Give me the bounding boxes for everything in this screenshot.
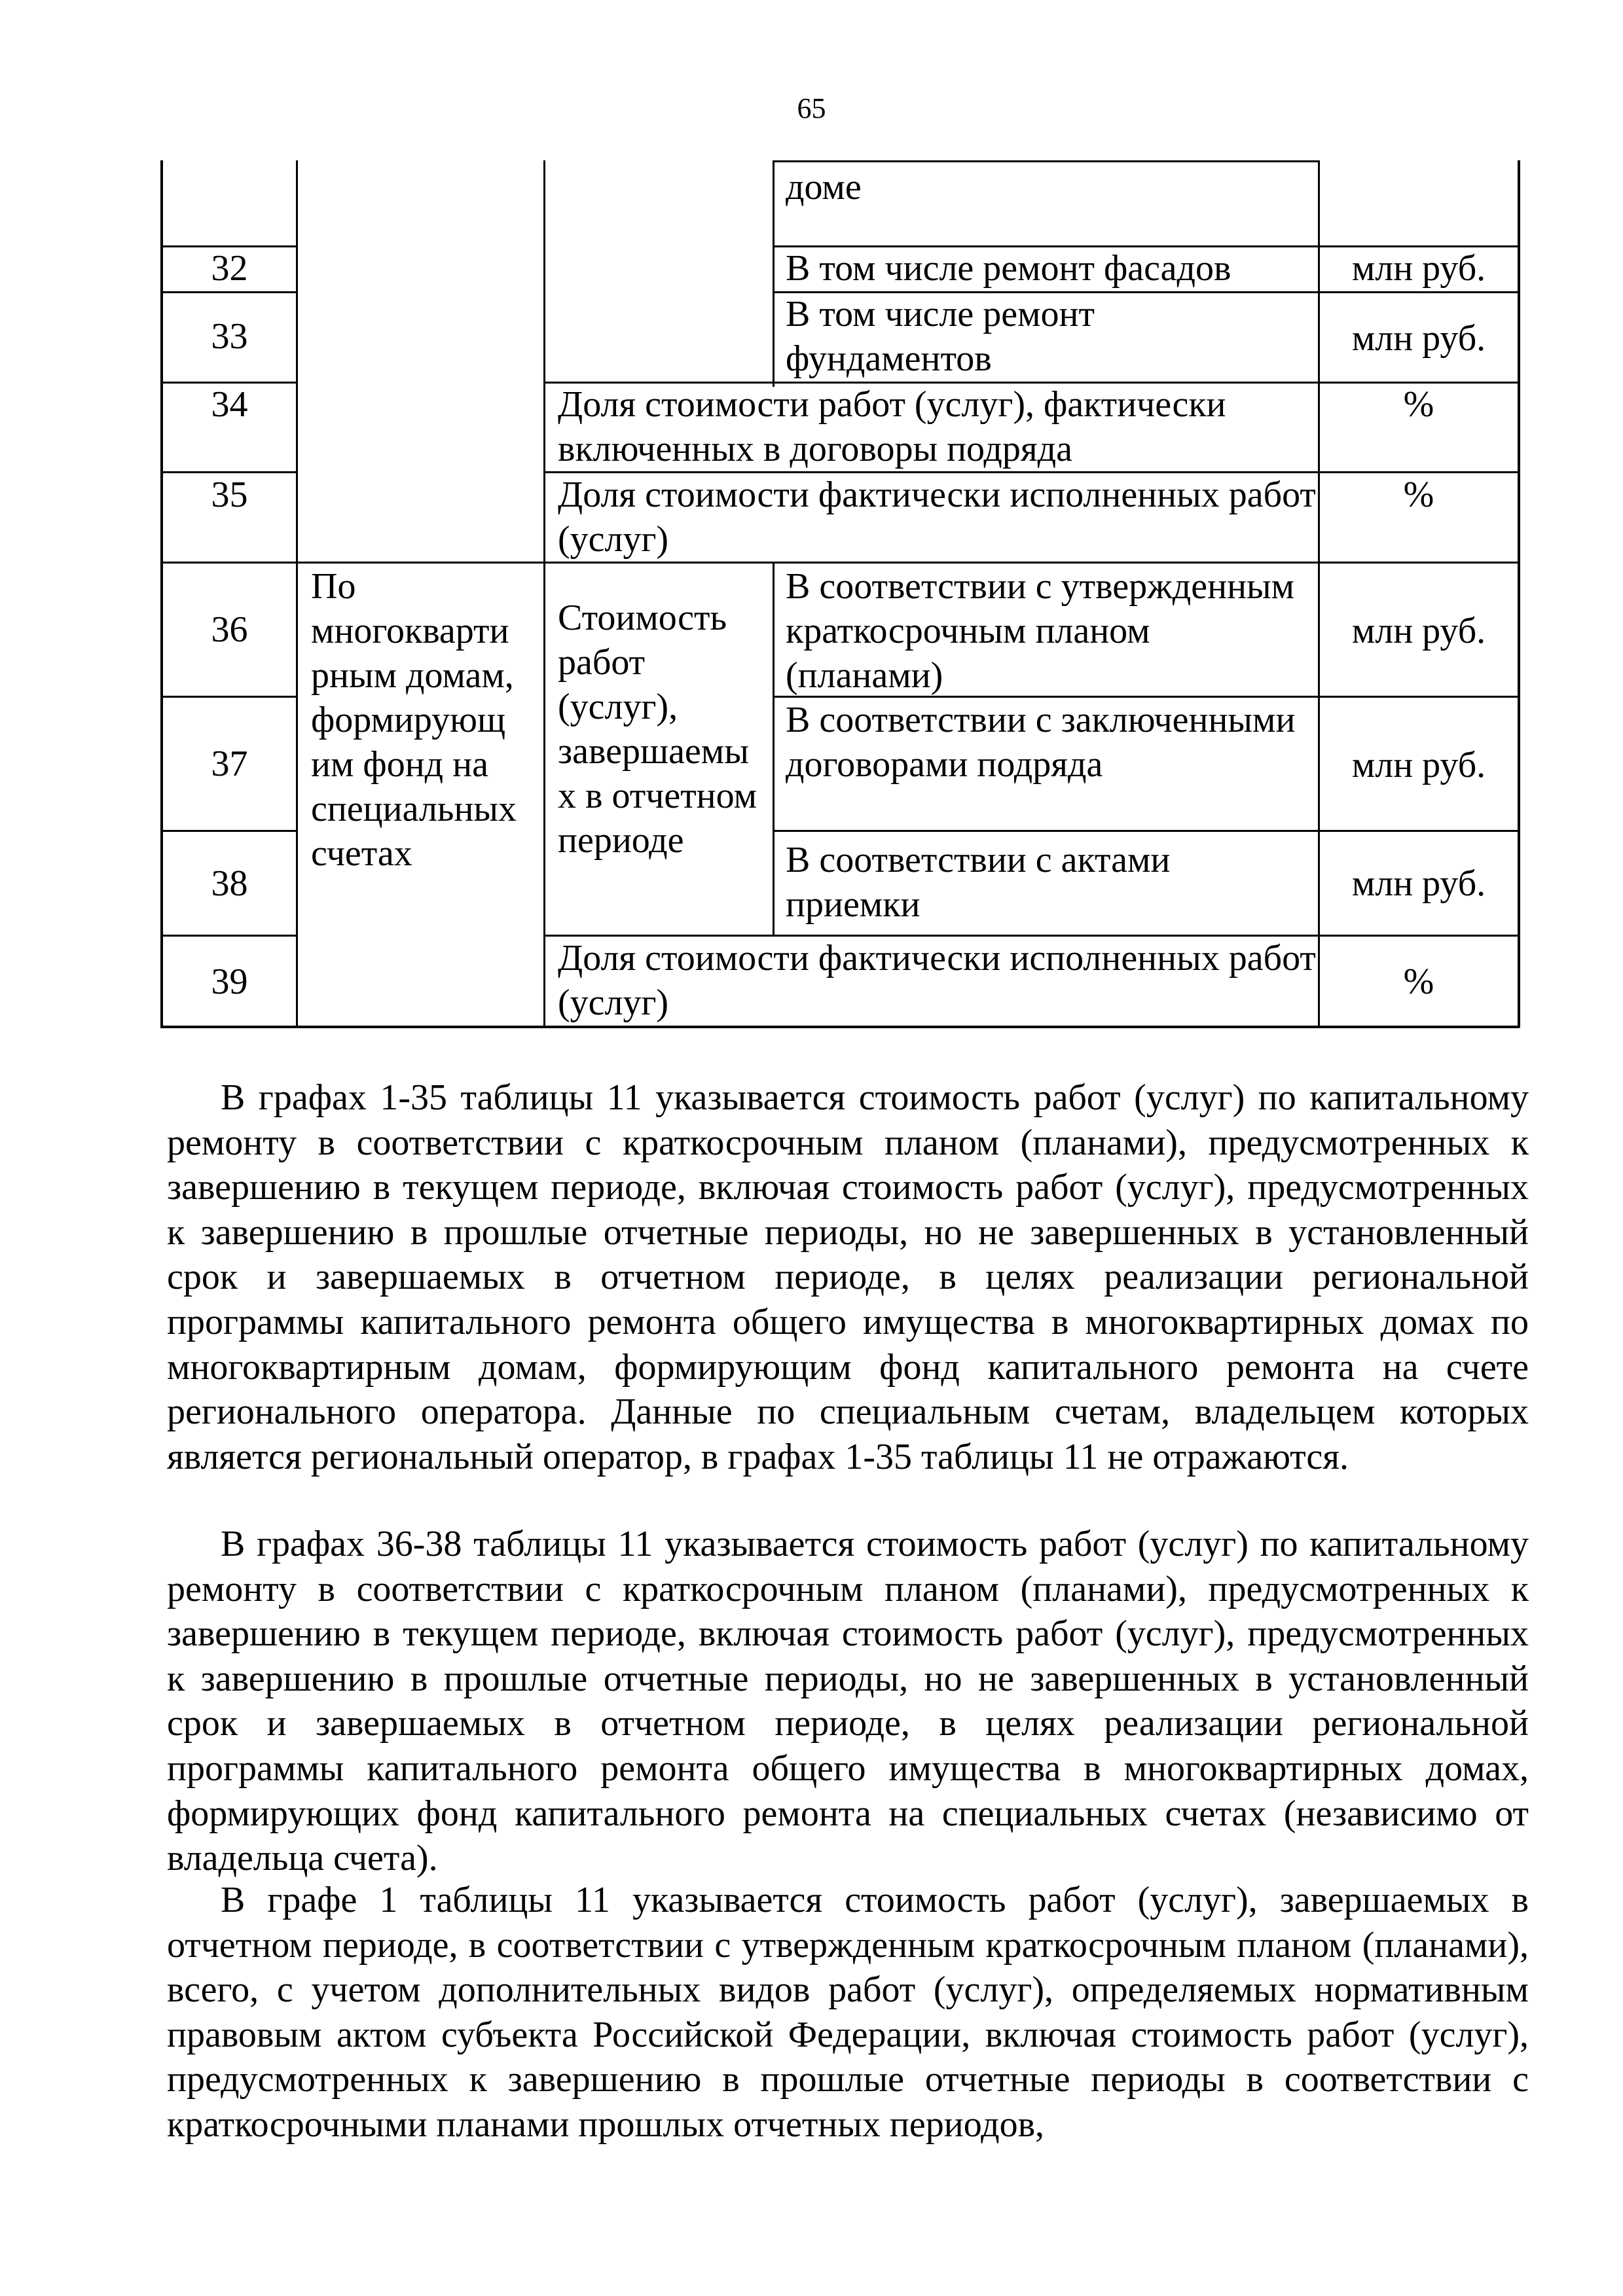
row-number: 39	[211, 961, 248, 1002]
paragraph: В графах 1-35 таблицы 11 указывается стоимость работ (услуг) по капитальному ремонту в соответствии с краткосрочным планом (планами), предусмотренных к завершению в текущем периоде, включая стоимость работ (услуг), предусмотренных к завершению в прошлые отчетные периоды, но не завершенных в установленный срок и завершаемых в отчетном периоде, в целях реализации региональной программы капитального ремонта общего имущества в многоквартирных домах по многоквартирным домам, формирующим фонд капитального ремонта на счете регионального оператора. Данные по специальным счетам, владельцем которых является региональный оператор, в графах 1-35 таблицы 11 не отражаются.	[167, 1077, 1529, 1477]
paragraph: В графах 36-38 таблицы 11 указывается стоимость работ (услуг) по капитальному ремонту в соответствии с краткосрочным планом (планами), предусмотренных к завершению в текущем периоде, включая стоимость работ (услуг), предусмотренных к завершению в прошлые отчетные периоды, но не завершенных в установленный срок и завершаемых в отчетном периоде, в целях реализации региональной программы капитального ремонта общего имущества в многоквартирных домах, формирующих фонд капитального ремонта на специальных счетах (независимо от владельца счета).	[167, 1524, 1529, 1879]
paragraph: В графе 1 таблицы 11 указывается стоимость работ (услуг), завершаемых в отчетном периоде, в соответствии с утвержденным краткосрочным планом (планами), всего, с учетом дополнительных видов работ (услуг), определяемых нормативным правовым актом субъекта Российской Федерации, включая стоимость работ (услуг), предусмотренных к завершению в прошлые отчетные периоды в соответствии с краткосрочными планами прошлых отчетных периодов,	[167, 1880, 1529, 2145]
row-description: Доля стоимости работ (услуг), фактически включенных в договоры подряда	[558, 384, 1226, 469]
row-number: 37	[211, 744, 248, 784]
row-number: 35	[211, 475, 248, 515]
page-number: 65	[797, 92, 826, 124]
row-unit: %	[1403, 961, 1434, 1002]
row-description: Доля стоимости фактически исполненных работ (услуг)	[558, 475, 1316, 560]
row-unit: млн руб.	[1351, 745, 1486, 785]
row-description: В соответствии с актами приемки	[786, 840, 1171, 925]
row-unit: млн руб.	[1351, 611, 1486, 651]
row-description: В том числе ремонт фасадов	[786, 248, 1231, 289]
group-label: По многокварти рным домам, формирующ им фонд на специальных счетах	[311, 566, 517, 874]
row-unit: %	[1403, 384, 1434, 425]
row-number: 33	[211, 316, 248, 357]
row-description: В соответствии с утвержденным краткосрочным планом (планами)	[786, 566, 1295, 696]
row-number: 38	[211, 863, 248, 904]
row-unit: млн руб.	[1351, 318, 1486, 359]
row-unit: млн руб.	[1351, 863, 1486, 904]
row-unit: млн руб.	[1351, 248, 1486, 289]
row-unit: %	[1403, 475, 1434, 515]
row-number: 36	[211, 609, 248, 650]
row-description: Доля стоимости фактически исполненных работ (услуг)	[558, 938, 1316, 1023]
row-description: В соответствии с заключенными договорами подряда	[786, 700, 1296, 785]
row-description: В том числе ремонт фундаментов	[786, 294, 1095, 379]
row-number: 34	[211, 384, 248, 425]
row-number: 32	[211, 248, 248, 289]
subgroup-label: Стоимость работ (услуг), завершаемы х в отчетном периоде	[558, 598, 757, 861]
table-cell-continuation: доме	[786, 167, 862, 207]
